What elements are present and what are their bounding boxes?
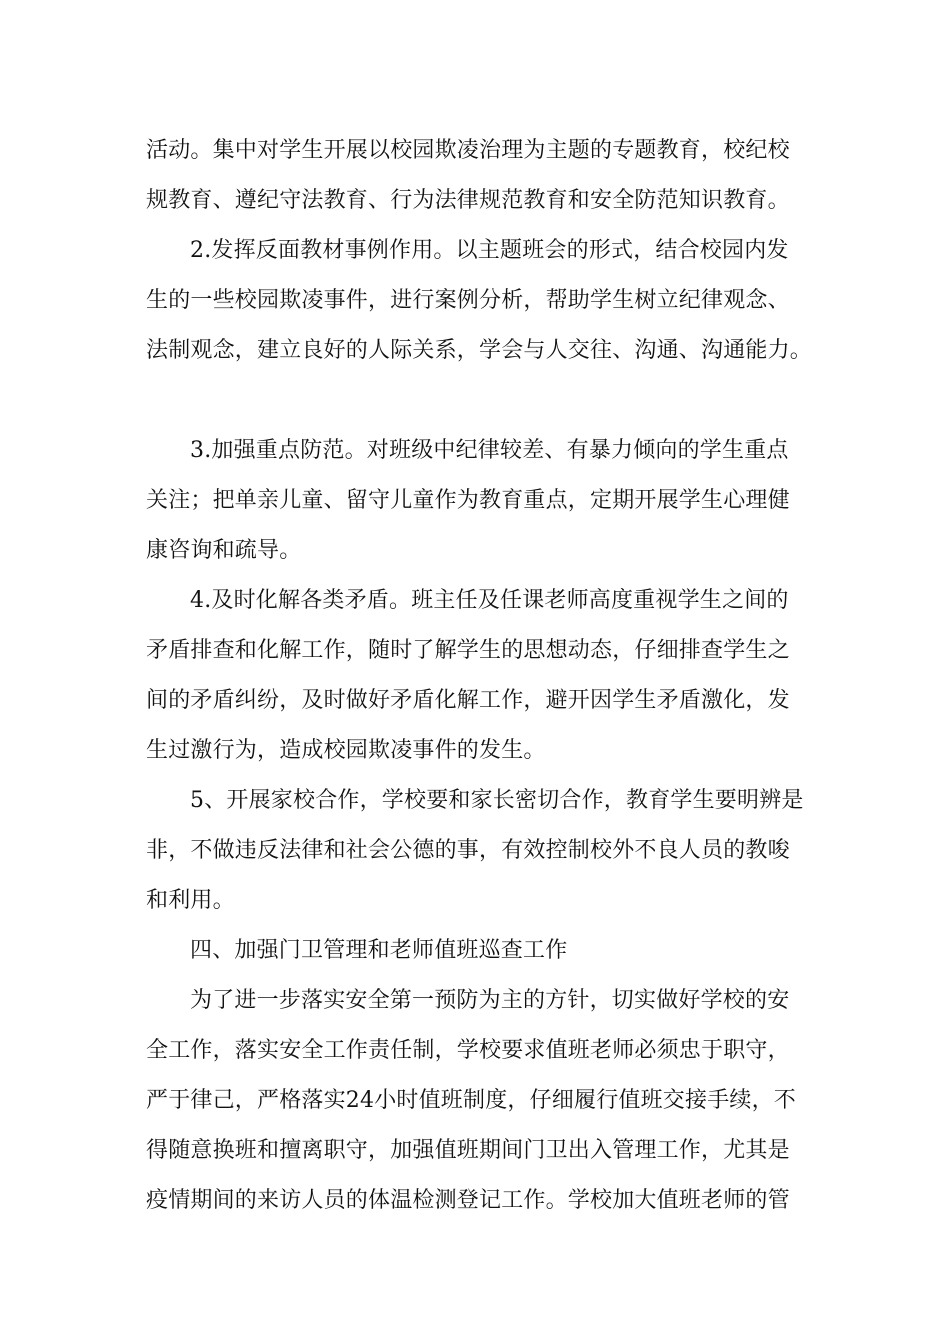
text-line: 间的矛盾纠纷，及时做好矛盾化解工作，避开因学生矛盾激化，发 bbox=[146, 688, 790, 713]
paragraph-start-line: 3.加强重点防范。对班级中纪律较差、有暴力倾向的学生重点 bbox=[190, 438, 789, 463]
text-line: 疫情期间的来访人员的体温检测登记工作。学校加大值班老师的管 bbox=[146, 1188, 790, 1213]
text-line: 得随意换班和擅离职守，加强值班期间门卫出入管理工作，尤其是 bbox=[146, 1138, 790, 1163]
paragraph-start-line: 为了进一步落实安全第一预防为主的方针，切实做好学校的安 bbox=[190, 988, 790, 1013]
text-line: 和利用。 bbox=[146, 888, 235, 913]
paragraph-start-line: 5、开展家校合作，学校要和家长密切合作，教育学生要明辨是 bbox=[190, 788, 804, 813]
text-line: 关注；把单亲儿童、留守儿童作为教育重点，定期开展学生心理健 bbox=[146, 488, 790, 513]
text-line: 全工作，落实安全工作责任制，学校要求值班老师必须忠于职守， bbox=[146, 1038, 790, 1063]
text-line: 法制观念，建立良好的人际关系，学会与人交往、沟通、沟通能力。 bbox=[146, 338, 813, 363]
text-line: 生过激行为，造成校园欺凌事件的发生。 bbox=[146, 738, 546, 763]
section-heading: 四、加强门卫管理和老师值班巡查工作 bbox=[190, 938, 568, 963]
text-line: 生的一些校园欺凌事件，进行案例分析，帮助学生树立纪律观念、 bbox=[146, 288, 790, 313]
text-line: 矛盾排查和化解工作，随时了解学生的思想动态，仔细排查学生之 bbox=[146, 638, 790, 663]
text-line: 活动。集中对学生开展以校园欺凌治理为主题的专题教育，校纪校 bbox=[146, 138, 790, 163]
paragraph-start-line: 2.发挥反面教材事例作用。以主题班会的形式，结合校园内发 bbox=[190, 238, 789, 263]
paragraph-start-line: 4.及时化解各类矛盾。班主任及任课老师高度重视学生之间的 bbox=[190, 588, 789, 613]
text-line: 严于律己，严格落实24小时值班制度，仔细履行值班交接手续，不 bbox=[146, 1088, 796, 1113]
text-line: 规教育、遵纪守法教育、行为法律规范教育和安全防范知识教育。 bbox=[146, 188, 790, 213]
text-line: 康咨询和疏导。 bbox=[146, 538, 302, 563]
text-line: 非，不做违反法律和社会公德的事，有效控制校外不良人员的教唆 bbox=[146, 838, 790, 863]
